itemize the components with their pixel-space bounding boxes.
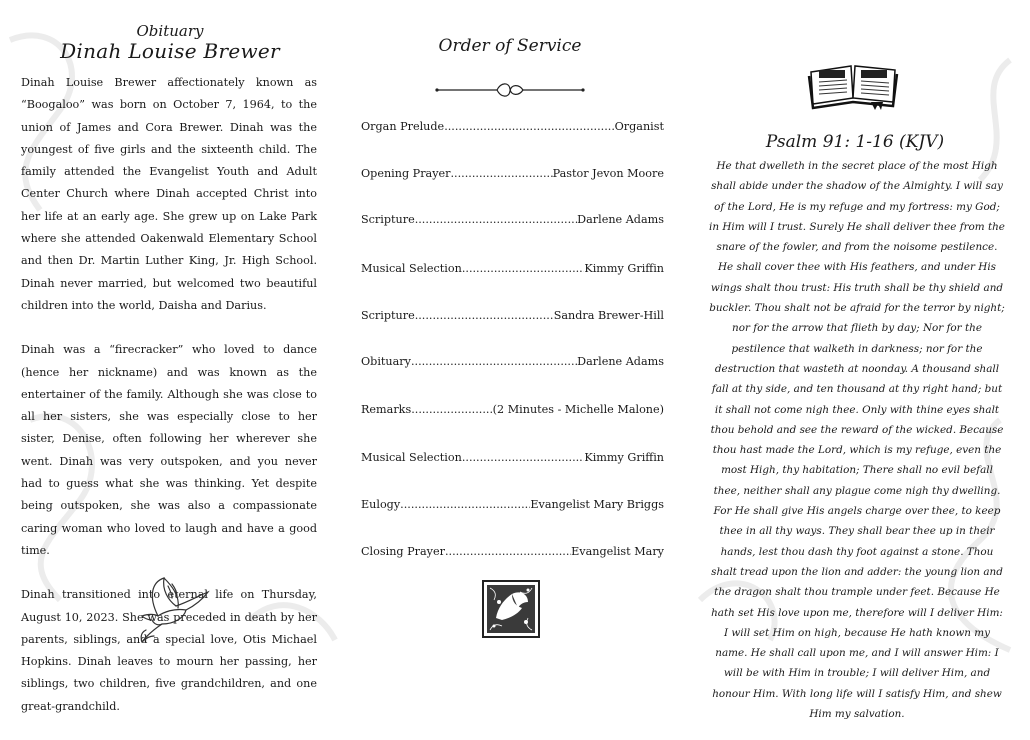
service-item (361, 167, 664, 180)
service-item-name: Musical Selection (361, 451, 462, 464)
service-item (361, 451, 664, 464)
service-item-name: Remarks (361, 403, 412, 416)
service-item-name: Obituary (361, 355, 411, 368)
service-item (361, 545, 664, 558)
service-item-role: Organist (614, 120, 664, 133)
service-item (361, 120, 664, 133)
obituary-paragraph: Dinah was a “firecracker” who loved to dance (hence her nickname) and was known as the entertainer of the family. Although she was close to all her sisters, she was especially close to her sister, Denise, often following her wherever she went. Dinah was very outspoken, and you never had to guess what she was thinking. Yet despite being outspoken, she was also a compassionate caring woman who loved to laugh and have a good time. (21, 343, 317, 557)
order-of-service-title: Order of Service (438, 36, 582, 56)
psalm-title: Psalm 91: 1-16 (KJV) (765, 132, 945, 152)
obituary-panel (0, 0, 340, 713)
service-item (361, 262, 664, 275)
service-item (361, 309, 664, 322)
dove-icon (128, 576, 212, 648)
service-item (361, 213, 664, 226)
obituary-label: Obituary (136, 22, 204, 40)
service-item-name: Eulogy (361, 498, 401, 511)
service-item-role: Evangelist Mary Briggs (530, 498, 664, 511)
psalm-text: He that dwelleth in the secret place of the most High shall abide under the shadow of the Almighty. I will say of the Lord, He is my refuge and my fortress: my God; in Him will I trust. Surely He shall deliver thee from the snare of the fowler, and from the noisome pestilence. He shall cover thee with His feathers, and under His wings shalt thou trust: His truth shall be thy shield and buckler. Thou shalt not be afraid for the terror by night; nor for the arrow that flieth by day; Nor for the pestilence that walketh in darkness; nor for the destruction that wasteth at noonday. A thousand shall fall at thy side, and ten thousand at thy right hand; but it shall not come nigh thee. Only with thine eyes shalt thou behold and see the reward of the wicked. Because thou hast made the Lord, which is my refuge, even the most High, thy habitation; There shall no evil befall thee, neither shall any plague come nigh thy dwelling. For He shall give His angels charge over thee, to keep thee in all thy ways. They shall bear thee up in their hands, lest thou dash thy foot against a stone. Thou shalt tread upon the lion and adder: the young lion and the dragon shalt thou trample under feet. Because He hath set His love upon me, therefore will I deliver Him: I will set Him on high, because He hath known my name. He shall call upon me, and I will answer Him: I will be with Him in trouble; I will deliver Him, and honour Him. With long life will I satisfy Him, and shew Him my salvation. (709, 160, 1005, 721)
deceased-name: Dinah Louise Brewer (60, 39, 280, 63)
service-item-role: Kimmy Griffin (584, 451, 664, 464)
service-item-role: Evangelist Mary (571, 545, 664, 558)
psalm-panel (680, 0, 1030, 721)
service-item-role: Darlene Adams (577, 213, 664, 226)
service-item-role: Darlene Adams (577, 355, 664, 368)
service-item-role: (2 Minutes - Michelle Malone) (492, 403, 664, 416)
dove-emblem-icon (482, 580, 540, 638)
service-item (361, 403, 664, 416)
open-bible-icon (805, 58, 901, 110)
service-item-role: Pastor Jevon Moore (552, 167, 664, 180)
service-item-name: Opening Prayer (361, 167, 451, 180)
service-item (361, 498, 664, 511)
service-item-name: Closing Prayer (361, 545, 445, 558)
service-item-name: Organ Prelude (361, 120, 445, 133)
service-item-role: Sandra Brewer-Hill (553, 309, 664, 322)
service-item-role: Kimmy Griffin (584, 262, 664, 275)
service-item (361, 355, 664, 368)
order-of-service-panel (340, 0, 680, 666)
service-item-name: Scripture (361, 309, 415, 322)
service-item-name: Musical Selection (361, 262, 462, 275)
service-item-name: Scripture (361, 213, 415, 226)
obituary-paragraph: Dinah transitioned into eternal life on Thursday, August 10, 2023. She was preceded in death by her parents, siblings, and a special love, Otis Michael Hopkins. Dinah leaves to mourn her passing, her siblings, two children, five grandchildren, and one great-grandchild. (21, 588, 317, 713)
scroll-ornament-icon (435, 80, 585, 100)
obituary-paragraph: Dinah Louise Brewer affectionately known as “Boogaloo” was born on October 7, 1964, to the union of James and Cora Brewer. Dinah was the youngest of five girls and the sixteenth child. The family attended the Evangelist Youth and Adult Center Church where Dinah accepted Christ into her life at an early age. She grew up on Lake Park where she attended Oakenwald Elementary School and then Dr. Martin Luther King, Jr. High School. Dinah never married, but welcomed two beautiful children into the world, Daisha and Darius. (21, 76, 317, 312)
